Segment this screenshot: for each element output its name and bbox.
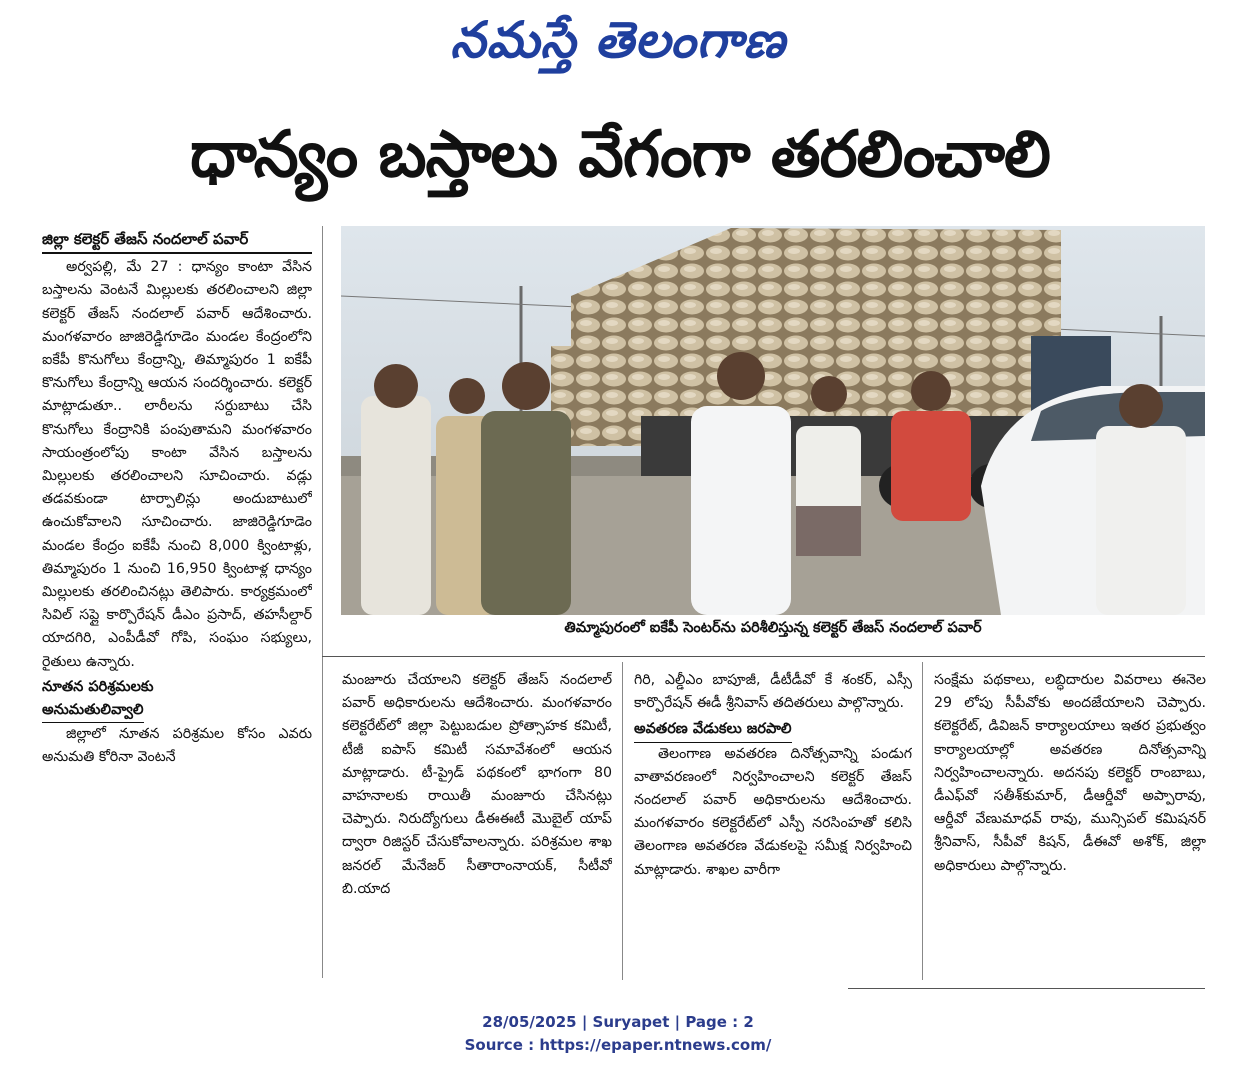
column-1 [42,228,312,978]
article-paragraph: గిరి, ఎల్డీఎం బాపూజీ, డీటీడీవో కే శంకర్, ఎస్సీ కార్పొరేషన్ ఈడీ శ్రీనివాస్ తదితరులు పాల్గొన్నారు. [634,672,912,712]
section-divider [322,656,1205,657]
news-photo [341,226,1205,615]
subheading: నూతన పరిశ్రమలకు [42,678,154,695]
subheading: అవతరణ వేడుకలు జరపాలి [634,718,792,742]
column-2 [342,669,612,979]
headline: ధాన్యం బస్తాలు వేగంగా తరలించాలి [190,118,1050,192]
column-divider [322,226,323,978]
column-4 [934,669,1206,979]
article-paragraph: తెలంగాణ అవతరణ దినోత్సవాన్ని పండుగ వాతావరణంలో నిర్వహించాలని కలెక్టర్ తేజస్ నందలాల్ పవార్ అధికారులను ఆదేశించారు. మంగళవారం కలెక్టరేట్‌లో ఎస్పీ నరసింహతో కలిసి తెలంగాణ అవతరణ వేడుకలపై సమీక్ష నిర్వహించి మాట్లాడారు. శాఖల వారీగా [634,745,912,878]
bottom-divider [848,988,1205,989]
column-3 [634,669,912,979]
article-paragraph: అర్వపల్లి, మే 27 : ధాన్యం కాంటా వేసిన బస్తాలను వెంటనే మిల్లులకు తరలించాలని జిల్లా కలెక్టర్ తేజస్ నందలాల్ పవార్ ఆదేశించారు. మంగళవారం జాజిరెడ్డిగూడెం మండల కేంద్రంలోని ఐకేపీ కొనుగోలు కేంద్రాన్ని, తిమ్మాపురం 1 ఐకేపీ కొనుగోలు కేంద్రాన్ని ఆయన సందర్శించారు. కలెక్టర్ మాట్లాడుతూ.. లారీలను సర్దుబాటు చేసి కొనుగోలు కేంద్రానికి పంపుతామని మంగళవారం సాయంత్రంలోపు కాంటా వేసిన బస్తాలను మిల్లులకు తరలించాలని సూచించారు. వడ్లు తడవకుండా టార్పాలిన్లు అందుబాటులో ఉంచుకోవాలని సూచించారు. జాజిరెడ్డిగూడెం మండల కేంద్రం ఐకేపీ నుంచి 8,000 క్వింటాళ్లు, తిమ్మాపురం 1 నుంచి 16,950 క్వింటాళ్ల ధాన్యం మిల్లులకు తరలించినట్లు తెలిపారు. కార్యక్రమంలో సివిల్ సప్లై కార్పొరేషన్ డీఎం ప్రసాద్, తహసీల్దార్ యాదగిరి, ఎంపీడీవో గోపి, సంఘం సభ్యులు, రైతులు ఉన్నారు. [42,259,312,670]
article-paragraph: మంజూరు చేయాలని కలెక్టర్ తేజస్ నందలాల్ పవార్ అధికారులను ఆదేశించారు. మంగళవారం కలెక్టరేట్‌లో జిల్లా పెట్టుబడుల ప్రోత్సాహక కమిటీ, టీజీ ఐపాస్ కమిటీ సమావేశంలో ఆయన మాట్లాడారు. టీ-ప్రైడ్ పథకంలో భాగంగా 80 వాహనాలకు రాయితీ మంజూరు చేసినట్లు చెప్పారు. నిరుద్యోగులు డీఈఈటీ మొబైల్ యాప్ ద్వారా రిజిస్టర్ చేసుకోవాలన్నారు. పరిశ్రమల శాఖ జనరల్ మేనేజర్ సీతారాంనాయక్, సీటీవో బి.యాద [342,672,612,897]
column-divider [922,662,923,980]
footer-source: Source : https://epaper.ntnews.com/ [464,1036,772,1054]
photo-illustration [341,226,1205,615]
article-paragraph: సంక్షేమ పథకాలు, లబ్ధిదారుల వివరాలు ఈనెల 29 లోపు సీపీవోకు అందజేయాలని చెప్పారు. కలెక్టరేట్, డివిజన్ కార్యాలయాలు ఇతర ప్రభుత్వం కార్యాలయాల్లో అవతరణ దినోత్సవాన్ని నిర్వహించాలన్నారు. అదనపు కలెక్టర్ రాంబాబు, డీఎఫ్‌వో సతీశ్‌కుమార్, డీఆర్డీవో అప్పారావు, ఆర్డీవో వేణుమాధవ్ రావు, మున్సిపల్ కమిషనర్ శ్రీనివాస్, సీపీవో కిషన్, డీఈవో అశోక్, జిల్లా అధికారులు పాల్గొన్నారు. [934,672,1206,874]
column-divider [622,662,623,980]
subheading: అనుమతులివ్వాలి [42,699,144,723]
photo-caption: తిమ్మాపురంలో ఐకేపీ సెంటర్‌ను పరిశీలిస్తున్న కలెక్టర్ తేజస్ నందలాల్ పవార్ [564,620,982,636]
article-paragraph: జిల్లాలో నూతన పరిశ్రమల కోసం ఎవరు అనుమతి కోరినా వెంటనే [42,726,312,766]
footer-date-edition: 28/05/2025 | Suryapet | Page : 2 [482,1013,754,1031]
masthead-logo: నమస్తే తెలంగాణ [450,10,786,69]
byline: జిల్లా కలెక్టర్ తేజస్ నందలాల్ పవార్ [42,228,312,254]
